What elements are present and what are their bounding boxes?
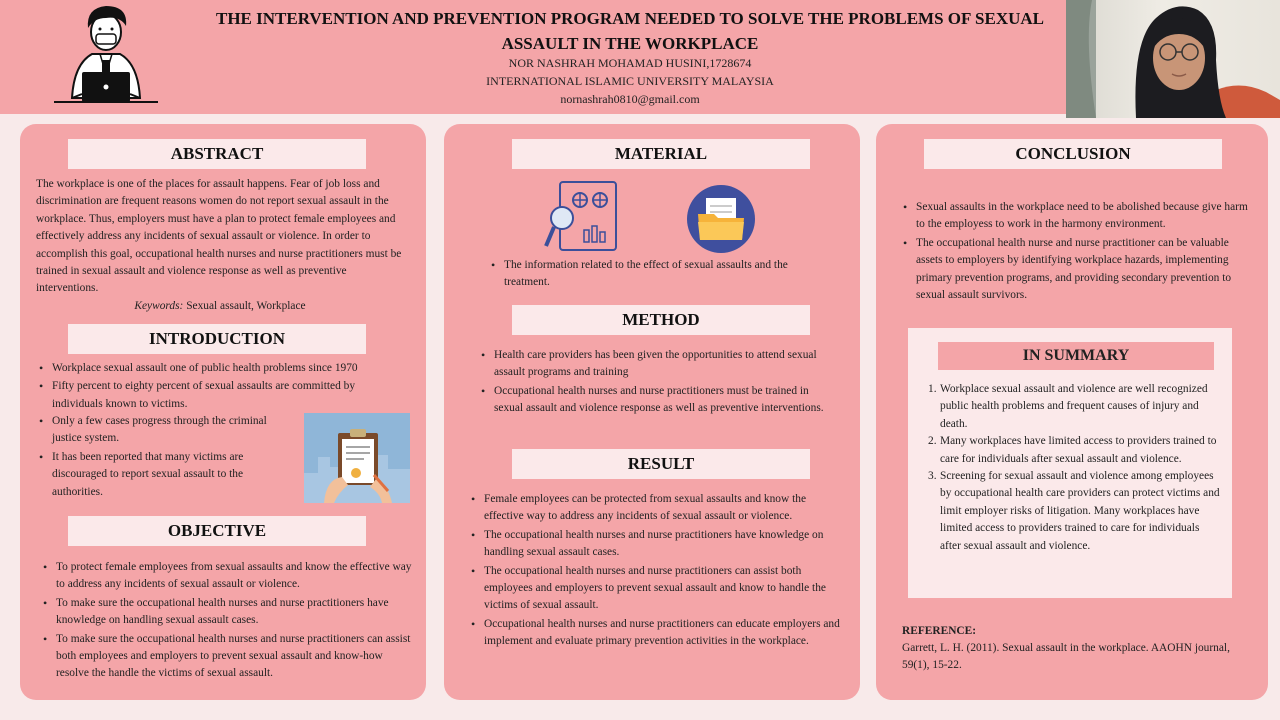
- method-list: [478, 347, 834, 419]
- clipboard-signing-icon: [304, 413, 410, 503]
- objective-title: OBJECTIVE: [68, 516, 366, 546]
- list-item: • It has been reported that many victims are discouraged to report sexual assault to the authorities.: [36, 449, 292, 501]
- material-list: [488, 257, 828, 293]
- list-item: • To make sure the occupational health nurses and nurse practitioners have knowledge on handling sexual assault cases.: [40, 595, 414, 630]
- list-item: • Sexual assaults in the workplace need to be abolished because give harm to the employess to work in the harmony environment.: [900, 199, 1256, 234]
- list-item: • Occupational health nurses and nurse practitioners must be trained in sexual assault and violence response as well as preventive interventions.: [478, 383, 834, 418]
- list-item: • The occupational health nurses and nurse practitioners have knowledge on handling sexual assault cases.: [468, 527, 842, 562]
- author-email: nornashrah0810@gmail.com: [560, 92, 700, 106]
- list-item: • Only a few cases progress through the criminal justice system.: [36, 413, 292, 448]
- reference-text: Garrett, L. H. (2011). Sexual assault in the workplace. AAOHN journal, 59(1), 15-22.: [902, 642, 1230, 672]
- list-item: • To make sure the occupational health nurses and nurse practitioners can assist both employees and employers to prevent sexual assault and know-how resolve the handle the victims of sexual assault.: [40, 631, 414, 683]
- list-item: • Workplace sexual assault one of public health problems since 1970: [36, 360, 390, 377]
- summary-list: [928, 381, 1220, 555]
- list-item: • Fifty percent to eighty percent of sexual assaults are committed by individuals known to victims.: [36, 378, 390, 413]
- introduction-title: INTRODUCTION: [68, 324, 366, 354]
- institution: INTERNATIONAL ISLAMIC UNIVERSITY MALAYSIA: [486, 74, 774, 88]
- list-item: • To protect female employees from sexual assaults and know the effective way to address any incidents of sexual assault or violence.: [40, 559, 414, 594]
- list-item: [928, 381, 1220, 433]
- list-item: • The occupational health nurses and nurse practitioners can assist both employees and employers to prevent sexual assault and know to handle the victims of sexual assault.: [468, 563, 842, 615]
- conclusion-list: [900, 199, 1256, 305]
- folder-icon: [686, 184, 756, 254]
- keywords-label: Keywords:: [134, 299, 184, 312]
- summary-title: IN SUMMARY: [938, 342, 1214, 370]
- method-title: METHOD: [512, 305, 810, 335]
- list-item: • The occupational health nurse and nurse practitioner can be valuable assets to employers by identifying workplace hazards, implementing primary prevention programs, and providing secondary prevention to sexual assault survivors.: [900, 235, 1256, 305]
- abstract-text: The workplace is one of the places for assault happens. Fear of job loss and discrimination are frequent reasons women do not report sexual assault in the workplace. Thus, employers must have a plan to protect female employees and effectively address any incidents of sexual assault or violence. In order to accomplish this goal, occupational health nurses and nurse practitioners must be trained in sexual assault and violence response as well as preventive interventions.: [36, 178, 402, 295]
- list-item: • Occupational health nurses and nurse practitioners can educate employers and implement and evaluate primary prevention activities in the workplace.: [468, 616, 842, 651]
- presenter-image: [1066, 0, 1280, 118]
- list-number: 2.: [928, 435, 937, 448]
- abstract-section: [36, 176, 404, 315]
- objective-list: [40, 559, 414, 684]
- keywords-line: [36, 298, 404, 315]
- person-laptop-icon: [50, 2, 162, 106]
- abstract-title: ABSTRACT: [68, 139, 366, 169]
- material-title: MATERIAL: [512, 139, 810, 169]
- webcam-video-feed: [1066, 0, 1280, 118]
- reference-title: REFERENCE:: [902, 625, 977, 637]
- list-item: [928, 433, 1220, 468]
- list-item: • Female employees can be protected from sexual assaults and know the effective way to address any incidents of sexual assault or violence.: [468, 491, 842, 526]
- author-name: NOR NASHRAH MOHAMAD HUSINI,1728674: [508, 56, 752, 70]
- introduction-list: [36, 360, 390, 414]
- list-item: • Health care providers has been given the opportunities to attend sexual assault programs and training: [478, 347, 834, 382]
- result-title: RESULT: [512, 449, 810, 479]
- list-item: [928, 468, 1220, 555]
- list-text: Many workplaces have limited access to providers trained to care for individuals after sexual assault and violence.: [940, 435, 1217, 465]
- keywords-value: Sexual assault, Workplace: [186, 299, 306, 312]
- list-number: 3.: [928, 470, 937, 483]
- poster-title: THE INTERVENTION AND PREVENTION PROGRAM NEEDED TO SOLVE THE PROBLEMS OF SEXUAL ASSAULT IN THE WORKPLACE: [216, 9, 1044, 53]
- list-number: 1.: [928, 383, 937, 395]
- list-text: Workplace sexual assault and violence are well recognized public health problems and frequent causes of injury and death.: [940, 383, 1208, 430]
- result-list: [468, 491, 842, 652]
- introduction-list-2: [36, 413, 292, 502]
- list-text: Screening for sexual assault and violence among employees by occupational health care providers can protect victims and limit employer risks of litigation. Many workplaces have limited access to providers trained to care for individuals after sexual assault and violence.: [940, 470, 1220, 552]
- list-item: • The information related to the effect of sexual assaults and the treatment.: [488, 257, 828, 292]
- document-analysis-icon: [544, 180, 620, 252]
- conclusion-title: CONCLUSION: [924, 139, 1222, 169]
